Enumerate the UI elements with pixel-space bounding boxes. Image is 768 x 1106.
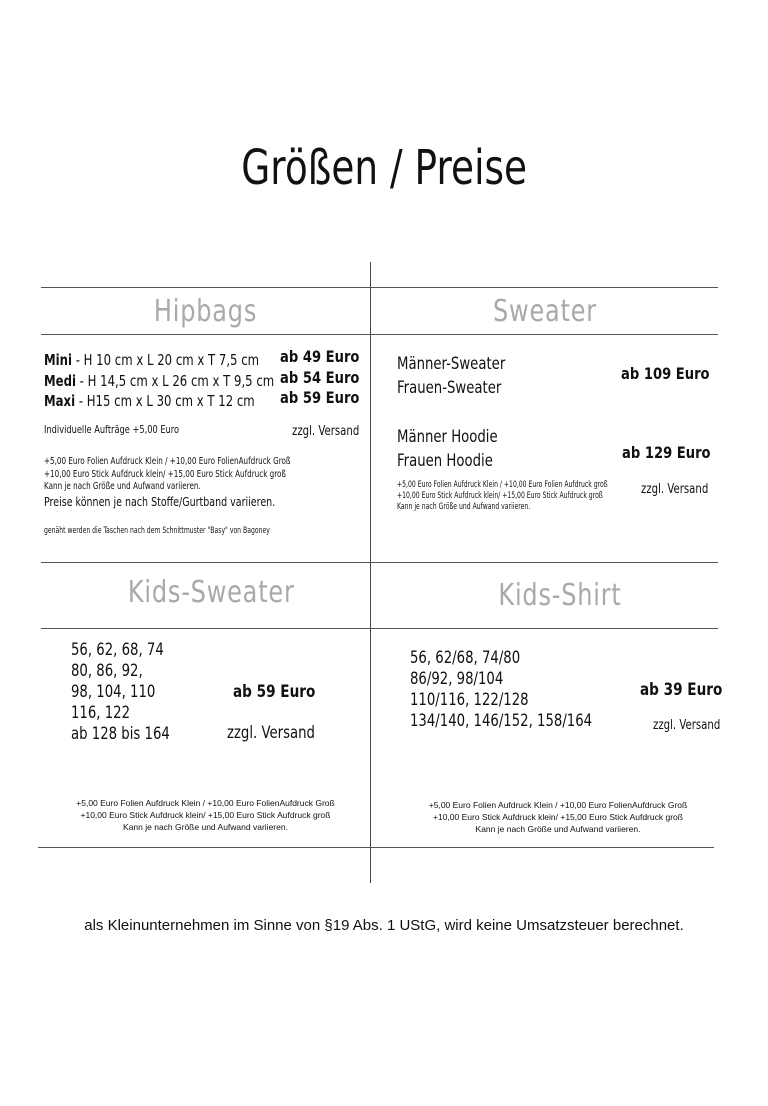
divider-top (41, 287, 718, 288)
kids-shirt-sizes (410, 648, 643, 732)
kids-shirt-size-line: 110/116, 122/128 (410, 690, 529, 710)
kids-sweater-size-line: 56, 62, 68, 74 (71, 640, 164, 660)
kids-shirt-price: ab 39 Euro (640, 680, 723, 700)
hipbags-row-mini: Mini - H 10 cm x L 20 cm x T 7,5 cm (44, 351, 260, 369)
sweater-shipping: zzgl. Versand (641, 482, 709, 497)
price-mini: ab 49 Euro (280, 347, 360, 366)
hipbags-extras-line: Kann je nach Größe und Aufwand variieren. (44, 481, 201, 492)
kids-sweater-extras-line: +10,00 Euro Stick Aufdruck klein/ +15,00 Euro Stick Aufdruck groß (80, 810, 331, 820)
kids-shirt-extras (371, 799, 745, 835)
price-maxi: ab 59 Euro (280, 388, 360, 407)
sweater-extras-line: +5,00 Euro Folien Aufdruck Klein / +10,00 Euro Folien Aufdruck groß (397, 480, 608, 490)
kids-shirt-size-line: 134/140, 146/152, 158/164 (410, 711, 593, 731)
kids-sweater-extras-line: Kann je nach Größe und Aufwand variieren. (123, 822, 288, 832)
kids-shirt-size-line: 86/92, 98/104 (410, 669, 504, 689)
hipbags-extras-line: +5,00 Euro Folien Aufdruck Klein / +10,00 Euro FolienAufdruck Groß (44, 456, 291, 467)
kids-sweater-price: ab 59 Euro (233, 682, 316, 702)
sweater-price-1: ab 109 Euro (621, 364, 710, 383)
kids-sweater-shipping: zzgl. Versand (227, 723, 315, 743)
divider-middle (41, 562, 718, 563)
hipbags-row-medi: Medi - H 14,5 cm x L 26 cm x T 9,5 cm (44, 371, 275, 390)
sweater-extras-line: +10,00 Euro Stick Aufdruck klein/ +15,00 Euro Stick Aufdruck groß (397, 491, 603, 501)
hoodie-item: Männer Hoodie (397, 427, 498, 447)
kids-sweater-extras (41, 797, 370, 833)
kids-sweater-size-line: 116, 122 (71, 703, 131, 723)
divider-under-kids-headers (41, 628, 718, 629)
kids-sweater-size-line: 80, 86, 92, (71, 661, 143, 681)
tax-footer-note: als Kleinunternehmen im Sinne von §19 Abs. 1 UStG, wird keine Umsatzsteuer berechnet. (84, 917, 684, 934)
kids-sweater-extras-line: +5,00 Euro Folien Aufdruck Klein / +10,00 Euro FolienAufdruck Groß (76, 798, 335, 808)
sweater-price-2: ab 129 Euro (622, 443, 711, 462)
kids-shirt-extras-line: Kann je nach Größe und Aufwand variieren. (475, 824, 641, 834)
kids-shirt-extras-line: +5,00 Euro Folien Aufdruck Klein / +10,00 Euro FolienAufdruck Groß (428, 800, 688, 810)
sweater-group-2 (397, 425, 526, 473)
hipbags-extras (44, 456, 386, 510)
sweater-item: Männer-Sweater (397, 354, 506, 374)
price-medi: ab 54 Euro (280, 367, 360, 387)
sweater-title: Sweater (492, 294, 597, 329)
page-title: Größen / Preise (241, 140, 527, 196)
kids-shirt-size-line: 56, 62/68, 74/80 (410, 648, 521, 668)
kids-sweater-sizes (71, 640, 198, 745)
sweater-item: Frauen-Sweater (397, 378, 502, 398)
kids-sweater-size-line: 98, 104, 110 (71, 682, 156, 702)
kids-sweater-size-line: ab 128 bis 164 (71, 724, 170, 744)
sweater-extras-line: Kann je nach Größe und Aufwand variieren. (397, 502, 531, 512)
hipbags-pattern-note: genäht werden die Taschen nach dem Schnittmuster "Basy" von Bagoney (44, 526, 270, 536)
kids-shirt-extras-line: +10,00 Euro Stick Aufdruck klein/ +15,00 Euro Stick Aufdruck groß (433, 812, 683, 822)
hipbags-fabric-note: Preise können je nach Stoffe/Gurtband variieren. (44, 493, 276, 509)
divider-bottom (38, 847, 714, 848)
kids-shirt-shipping: zzgl. Versand (653, 718, 721, 733)
hipbags-row-maxi: Maxi - H15 cm x L 30 cm x T 12 cm (44, 392, 255, 410)
kids-sweater-title: Kids-Sweater (127, 575, 295, 610)
kids-shirt-title: Kids-Shirt (497, 578, 622, 613)
sweater-group-1 (397, 352, 536, 400)
hipbags-extras-line: +10,00 Euro Stick Aufdruck klein/ +15,00 Euro Stick Aufdruck groß (44, 468, 286, 480)
hipbags-title: Hipbags (153, 294, 258, 329)
hipbags-shipping: zzgl. Versand (292, 424, 360, 439)
hipbags-prices (280, 347, 377, 409)
hipbags-individual: Individuelle Aufträge +5,00 Euro (44, 423, 180, 436)
divider-under-headers (41, 334, 718, 335)
hoodie-item: Frauen Hoodie (397, 451, 493, 471)
